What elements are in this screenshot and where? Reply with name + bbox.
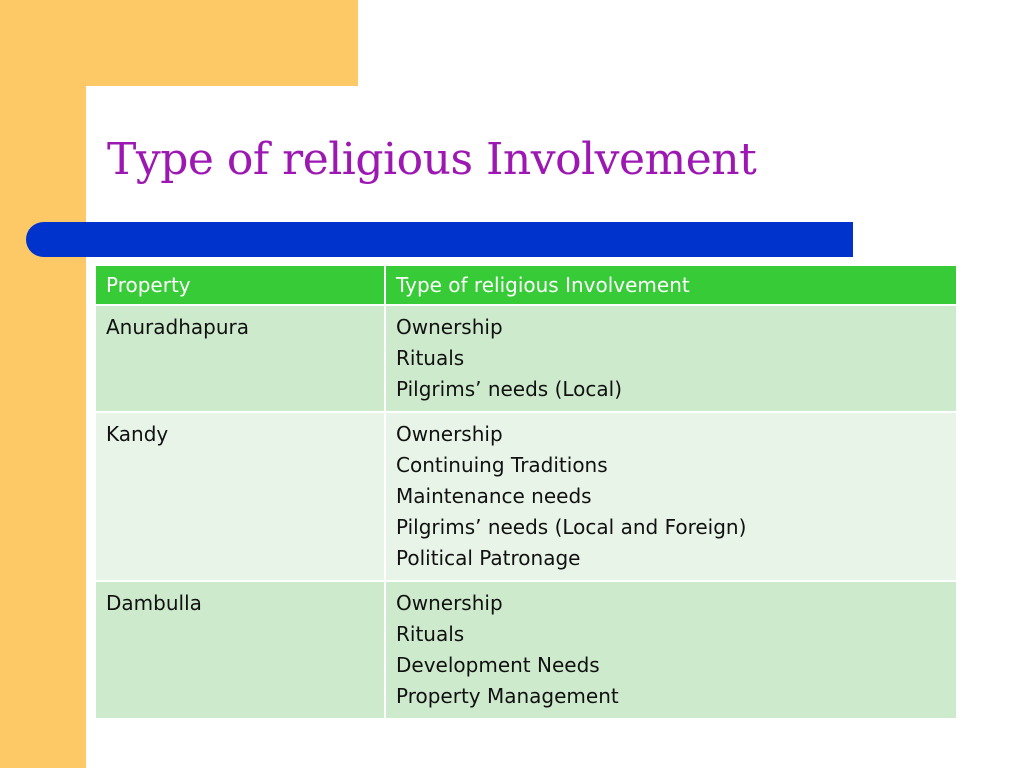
decor-sidebar-left xyxy=(0,0,86,768)
involvement-cell xyxy=(385,412,957,581)
header-involvement: Type of religious Involvement xyxy=(385,265,957,305)
involvement-table xyxy=(94,264,958,720)
involvement-item: Ownership xyxy=(396,591,503,615)
slide-title: Type of religious Involvement xyxy=(107,134,757,185)
property-cell: Kandy xyxy=(95,412,385,581)
involvement-item: Continuing Traditions xyxy=(396,453,608,477)
decor-title-bar xyxy=(26,222,853,257)
property-cell: Dambulla xyxy=(95,581,385,719)
involvement-item: Rituals xyxy=(396,346,465,370)
header-property: Property xyxy=(95,265,385,305)
involvement-item: Maintenance needs xyxy=(396,484,592,508)
involvement-cell xyxy=(385,305,957,412)
table-row xyxy=(95,412,957,581)
involvement-item: Property Management xyxy=(396,684,619,708)
involvement-item: Rituals xyxy=(396,622,465,646)
involvement-item: Pilgrims’ needs (Local and Foreign) xyxy=(396,515,747,539)
table-row xyxy=(95,581,957,719)
table-header xyxy=(95,265,957,305)
involvement-item: Ownership xyxy=(396,315,503,339)
table-row xyxy=(95,305,957,412)
involvement-item: Development Needs xyxy=(396,653,600,677)
table-header-row xyxy=(95,265,957,305)
involvement-item: Political Patronage xyxy=(396,546,581,570)
involvement-item: Ownership xyxy=(396,422,503,446)
table-body xyxy=(95,305,957,719)
property-cell: Anuradhapura xyxy=(95,305,385,412)
involvement-item: Pilgrims’ needs (Local) xyxy=(396,377,623,401)
involvement-cell xyxy=(385,581,957,719)
